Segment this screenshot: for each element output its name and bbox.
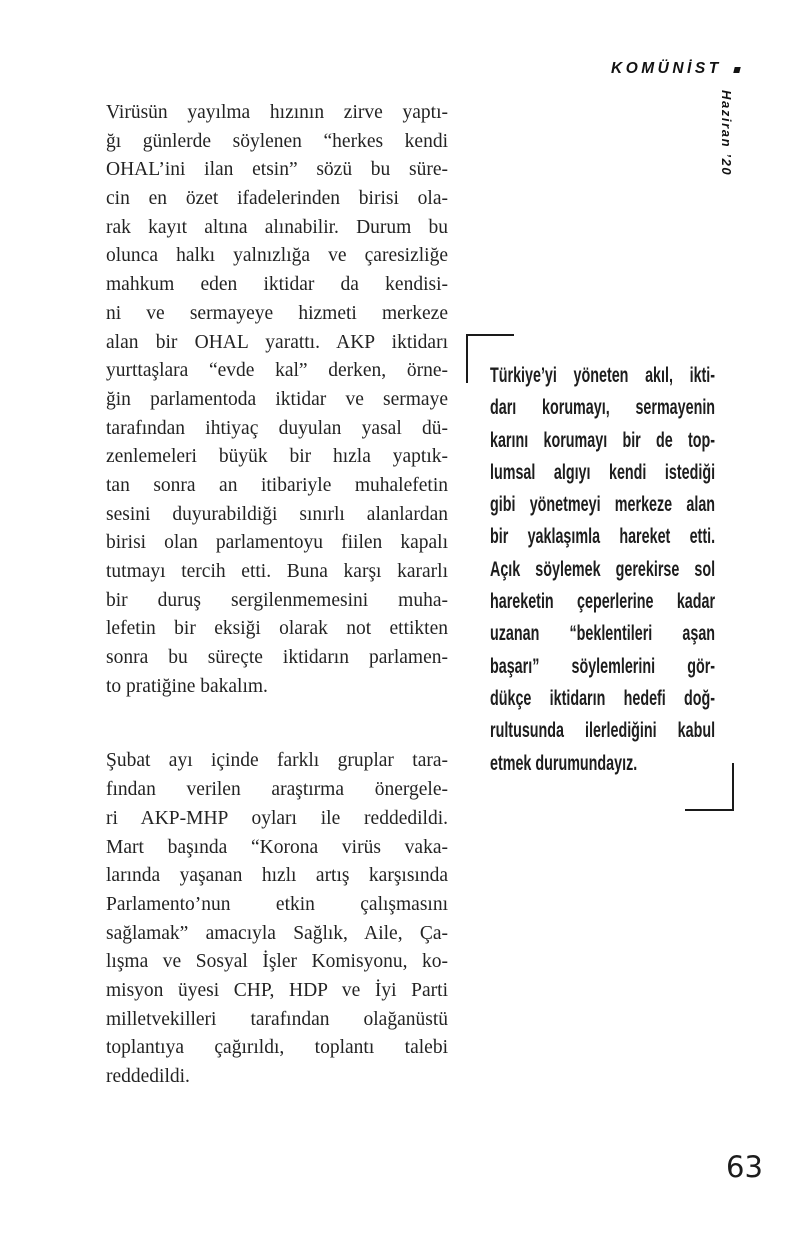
text-line: zenlemeleri büyük bir hızla yaptık-: [106, 446, 448, 468]
text-line: yurttaşlara “evde kal” derken, örne-: [106, 360, 448, 382]
text-line: larında yaşanan hızlı artış karşısında: [106, 865, 448, 887]
text-line: tan sonra an itibariyle muhalefetin: [106, 474, 448, 496]
text-line: bir yaklaşımla hareket etti.: [490, 525, 716, 549]
text-line: sağlamak” amacıyla Sağlık, Aile, Ça-: [106, 922, 448, 944]
text-line: lışma ve Sosyal İşler Komisyonu, ko-: [106, 951, 448, 973]
text-line: to pratiğine bakalım.: [106, 675, 268, 697]
text-line: Mart başında “Korona virüs vaka-: [106, 836, 448, 858]
text-line: bir duruş sergilenmemesini muha-: [106, 589, 448, 611]
text-line: rultusunda ilerlediğini kabul: [490, 719, 716, 743]
body-paragraph-1: [106, 99, 448, 701]
text-line: başarı” söylemlerini gör-: [490, 654, 716, 678]
text-line: OHAL’ini ilan etsin” sözü bu süre-: [106, 159, 448, 181]
text-line: cin en özet ifadelerinden birisi ola-: [106, 188, 448, 210]
article-body: [106, 99, 448, 1092]
text-line: fından verilen araştırma önergele-: [106, 779, 448, 801]
text-line: Virüsün yayılma hızının zirve yaptı-: [106, 102, 448, 123]
text-line: ri AKP-MHP oyları ile reddedildi.: [106, 807, 448, 829]
text-line: sonra bu süreçte iktidarın parlamen-: [106, 647, 448, 669]
page-number: 63: [726, 1150, 763, 1184]
text-line: Açık söylemek gerekirse sol: [490, 557, 716, 581]
text-line: ni ve sermayeye hizmeti merkeze: [106, 302, 448, 324]
body-paragraph-2: [106, 747, 448, 1091]
bullet-dot-icon: [733, 67, 740, 73]
text-line: reddedildi.: [106, 1066, 190, 1087]
masthead-title: KOMÜNİST: [611, 60, 722, 77]
text-line: Parlamento’nun etkin çalışmasını: [106, 893, 448, 915]
quote-bracket-bottom-right-icon: [685, 763, 734, 811]
text-line: ğin parlamentoda iktidar ve sermaye: [106, 388, 448, 410]
text-line: toplantıya çağırıldı, toplantı talebi: [106, 1037, 448, 1059]
text-line: darı korumayı, sermayenin: [490, 396, 716, 420]
text-line: ğı günlerde söylenen “herkes kendi: [106, 130, 448, 152]
text-line: misyon üyesi CHP, HDP ve İyi Parti: [106, 979, 448, 1001]
pull-quote: [490, 360, 798, 780]
text-line: rak kayıt altına alınabilir. Durum bu: [106, 216, 448, 238]
text-line: lumsal algıyı kendi istediği: [490, 460, 716, 484]
text-line: gibi yönetmeyi merkeze alan: [490, 493, 716, 517]
text-line: hareketin çeperlerine kadar: [490, 590, 716, 614]
text-line: etmek durumundayız.: [490, 751, 638, 775]
text-line: tarafından ihtiyaç duyulan yasal dü-: [106, 417, 448, 439]
text-line: Şubat ayı içinde farklı gruplar tara-: [106, 750, 448, 772]
text-line: dükçe iktidarın hedefi doğ-: [490, 686, 716, 710]
text-line: tutmayı tercih etti. Buna karşı kararlı: [106, 561, 448, 582]
text-line: sesini duyurabildiği sınırlı alanlardan: [106, 503, 448, 525]
text-line: birisi olan parlamentoyu fiilen kapalı: [106, 532, 448, 554]
text-line: Türkiye’yi yöneten akıl, ikti-: [490, 364, 716, 387]
text-line: lefetin bir eksiği olarak not ettikten: [106, 618, 448, 640]
text-line: milletvekilleri tarafından olağanüstü: [106, 1008, 448, 1030]
text-line: uzanan “beklentileri aşan: [490, 622, 716, 646]
issue-date-vertical: Haziran ’20: [719, 90, 734, 177]
text-line: karını korumayı bir de top-: [490, 428, 716, 452]
text-line: alan bir OHAL yarattı. AKP iktidarı: [106, 331, 448, 353]
text-line: olunca halkı yalnızlığa ve çaresizliğe: [106, 245, 448, 267]
text-line: mahkum eden iktidar da kendisi-: [106, 274, 448, 296]
